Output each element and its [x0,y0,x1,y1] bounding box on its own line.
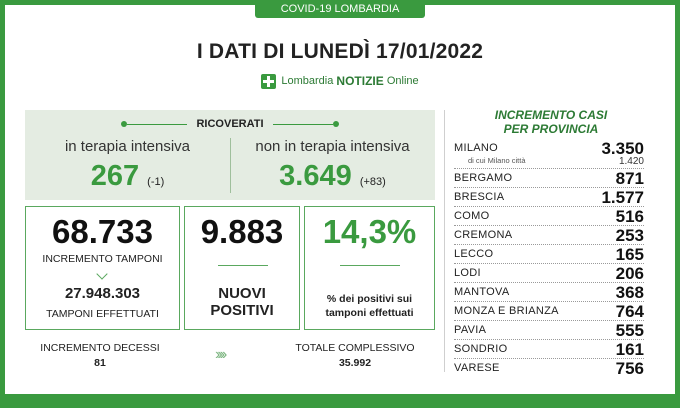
milano-city-value: 1.420 [618,156,644,167]
province-title-2: PER PROVINCIA [503,122,599,136]
province-name: VARESE [454,362,500,374]
positivi-value: 9.883 [200,213,284,250]
province-name: PAVIA [454,324,487,336]
province-list [454,139,644,378]
province-name: BRESCIA [454,191,505,203]
percentuale-value: 14,3% [322,213,417,250]
decessi-increment-label: INCREMENTO DECESSI [40,342,160,354]
dot-icon [333,121,339,127]
header-badge: COVID-19 LOMBARDIA [255,0,425,18]
milano-city-label: di cui Milano città [468,156,526,165]
intensive-delta: (-1) [147,176,165,188]
province-name: LODI [454,267,481,279]
list-item [454,359,644,378]
province-value: 1.577 [601,188,644,207]
intensive-label: in terapia intensiva [64,138,191,155]
logo [0,73,680,89]
list-item [454,321,644,340]
non-intensive-label: non in terapia intensiva [255,138,410,155]
logo-text-2: NOTIZIE [336,73,384,88]
ricoverati-panel [25,110,435,200]
province-value: 555 [615,321,644,340]
divider [340,265,400,266]
list-item [454,169,644,188]
list-item [454,264,644,283]
province-name: SONDRIO [454,343,508,355]
page-title: I DATI DI LUNEDÌ 17/01/2022 [196,40,484,63]
bottom-bar [0,394,680,408]
divider [444,110,445,372]
intensive-value-block [25,160,230,193]
tamponi-increment-value: 68.733 [52,213,153,250]
non-intensive-delta: (+83) [359,176,386,188]
positivi-label-2: POSITIVI [210,302,274,319]
list-item [454,245,644,264]
province-value: 756 [615,359,644,378]
percentuale-box [304,206,435,330]
non-intensive-value-block [230,160,435,193]
province-value: 516 [615,207,644,226]
province-name: BERGAMO [454,172,513,184]
province-name: COMO [454,210,490,222]
positivi-box [184,206,300,330]
province-value: 206 [615,264,644,283]
percentuale-label-1: % dei positivi sui [326,293,413,305]
province-value: 165 [615,245,644,264]
province-value: 871 [615,169,644,188]
chevron-down-icon [96,268,107,279]
decessi-row [25,342,435,372]
decessi-total-label: TOTALE COMPLESSIVO [295,342,415,354]
divider [273,124,333,125]
province-name: LECCO [454,248,494,260]
province-value: 3.350 [601,139,644,158]
tamponi-total-label: TAMPONI EFFETTUATI [46,308,159,320]
province-title [456,108,646,136]
list-item [454,283,644,302]
tamponi-increment-label: INCREMENTO TAMPONI [42,253,163,265]
list-item [454,302,644,321]
province-title-1: INCREMENTO CASI [494,108,608,122]
province-name: MILANO [454,142,498,154]
chevron-right-icon: ›››› [215,346,225,363]
list-item [454,226,644,245]
lombardia-cross-icon [261,74,276,89]
province-name: CREMONA [454,229,513,241]
list-item [454,139,644,169]
intensive-value: 267 [90,160,140,192]
ricoverati-title: RICOVERATI [196,118,264,130]
non-intensive-value: 3.649 [279,160,352,192]
province-name: MANTOVA [454,286,510,298]
logo-text-3: Online [386,75,419,88]
province-value: 161 [615,340,644,359]
decessi-increment-value: 81 [94,357,106,369]
province-value: 253 [615,226,644,245]
list-item [454,188,644,207]
logo-text-1: Lombardia [281,75,334,88]
list-item [454,207,644,226]
percentuale-label-2: tamponi effettuati [325,307,414,319]
decessi-total-value: 35.992 [338,357,372,369]
list-item [454,340,644,359]
province-value: 764 [615,302,644,321]
tamponi-box [25,206,180,330]
positivi-label-1: NUOVI [218,285,266,302]
tamponi-total-value: 27.948.303 [64,285,141,302]
province-value: 368 [615,283,644,302]
province-name: MONZA E BRIANZA [454,305,559,317]
divider [218,265,268,266]
